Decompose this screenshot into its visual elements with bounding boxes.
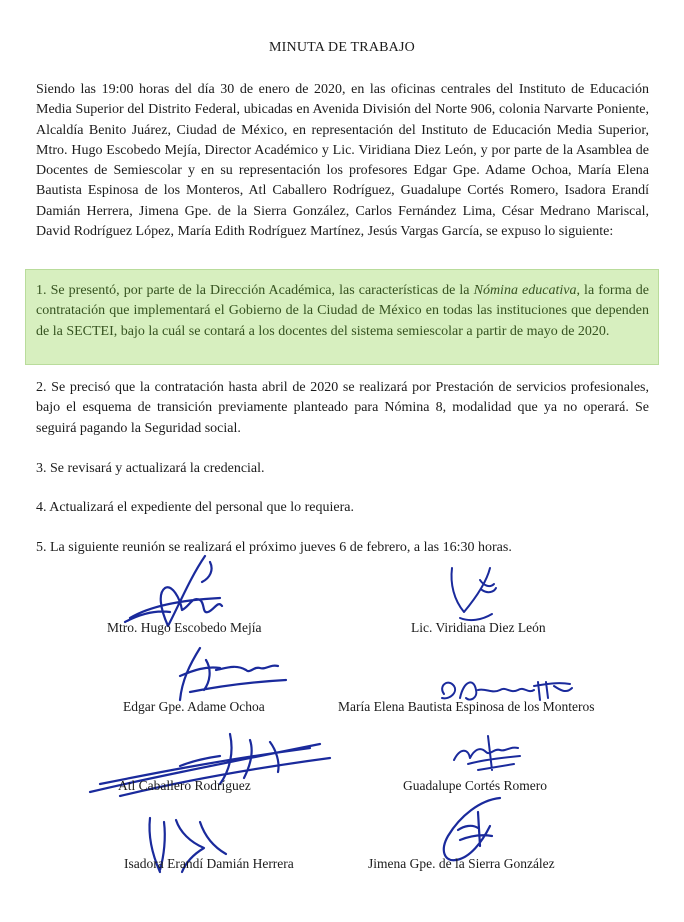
signatory-name-5: Atl Caballero Rodríguez — [118, 778, 251, 793]
point-5-paragraph: 5. La siguiente reunión se realizará el próximo jueves 6 de febrero, a las 16:30 horas. — [36, 540, 512, 555]
signatory-name-7: Isadora Erandí Damián Herrera — [124, 856, 294, 871]
signatory-name-6: Guadalupe Cortés Romero — [403, 778, 547, 793]
point-3-paragraph: 3. Se revisará y actualizará la credencial. — [36, 461, 265, 476]
point-1-text-after: , la forma de contratación que implementará el Gobierno de la Ciudad de México en todas las instituciones que dependen de la SECTEI, bajo la cuál se contará a los docentes del sistema semiescolar a partir de mayo de 2020. — [36, 283, 649, 339]
signatory-name-8: Jimena Gpe. de la Sierra González — [368, 856, 555, 871]
point-1-text-before: 1. Se presentó, por parte de la Dirección Académica, las características de la — [36, 283, 474, 298]
signatory-name-2: Lic. Viridiana Diez León — [411, 620, 546, 635]
signatory-name-3: Edgar Gpe. Adame Ochoa — [123, 699, 265, 714]
intro-paragraph: Siendo las 19:00 horas del día 30 de enero de 2020, en las oficinas centrales del Instituto de Educación Media Superior del Distrito Federal, ubicadas en Avenida División del Norte 906, colonia Narvarte Poniente, Alcaldía Benito Juárez, Ciudad de México, en representación del Instituto de Educación Media Superior, Mtro. Hugo Escobedo Mejía, Director Académico y Lic. Viridiana Diez León, y por parte de la Asamblea de Docentes de Semiescolar y en su representación los profesores Edgar Gpe. Adame Ochoa, María Elena Bautista Espinosa de los Monteros, Atl Caballero Rodríguez, Guadalupe Cortés Romero, Isadora Erandí Damián Herrera, Jimena Gpe. de la Sierra González, Carlos Fernández Lima, César Medrano Mariscal, David Rodríguez López, María Edith Rodríguez Martínez, Jesús Vargas García, se expuso lo siguiente: — [36, 82, 649, 240]
signatory-name-1: Mtro. Hugo Escobedo Mejía — [107, 620, 262, 635]
point-2-paragraph: 2. Se precisó que la contratación hasta abril de 2020 se realizará por Prestación de servicios profesionales, bajo el esquema de transición previamente planteado para Nómina 8, modalidad que ya no operará. Se seguirá pagando la Seguridad social. — [36, 380, 649, 436]
point-4-paragraph: 4. Actualizará el expediente del personal que lo requiera. — [36, 500, 354, 515]
point-1-paragraph — [36, 281, 649, 342]
signatory-name-4: María Elena Bautista Espinosa de los Monteros — [338, 699, 595, 714]
document-title: MINUTA DE TRABAJO — [269, 40, 415, 55]
point-1-emphasis: Nómina educativa — [473, 283, 577, 298]
signature-guadalupe-cortes — [448, 730, 528, 782]
